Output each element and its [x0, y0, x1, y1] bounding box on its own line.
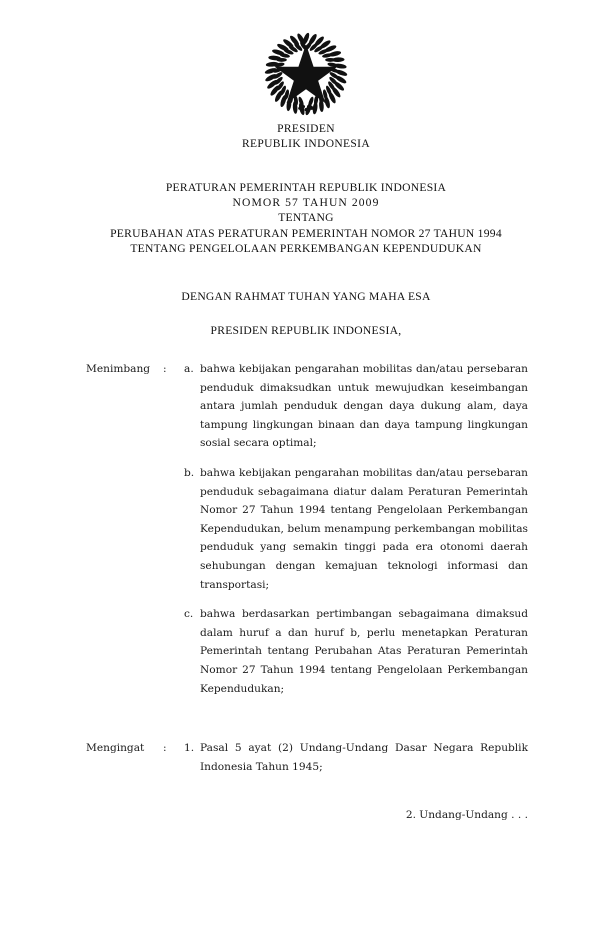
preamble-blessing: DENGAN RAHMAT TUHAN YANG MAHA ESA — [181, 290, 431, 303]
item-text-a: bahwa kebijakan pengarahan mobilitas dan/atau persebaran penduduk dimaksudkan untuk mewujudkan keseimbangan antara jumlah penduduk dengan daya dukung alam, daya tampung lingkungan binaan dan daya tampung lingkungan sosial secara optimal; — [200, 363, 528, 450]
title-line-5: TENTANG PENGELOLAAN PERKEMBANGAN KEPENDUDUKAN — [130, 241, 482, 255]
list-item — [184, 739, 528, 776]
preamble-authority: PRESIDEN REPUBLIK INDONESIA, — [210, 324, 402, 337]
item-text-1: Pasal 5 ayat (2) Undang-Undang Dasar Negara Republik Indonesia Tahun 1945; — [200, 742, 528, 773]
item-text-b: bahwa kebijakan pengarahan mobilitas dan/atau persebaran penduduk sebagaimana diatur dalam Peraturan Pemerintah Nomor 27 Tahun 1994 tentang Pengelolaan Perkembangan Kependudukan, belum menampung perkembangan mobilitas penduduk yang semakin tinggi pada era otonomi daerah sehubungan dengan kemajuan teknologi informasi dan transportasi; — [200, 466, 528, 591]
title-line-1: PERATURAN PEMERINTAH REPUBLIK INDONESIA — [165, 181, 447, 194]
clause-colon: : — [163, 742, 167, 754]
clause-row — [86, 739, 528, 776]
item-text-c: bahwa berdasarkan pertimbangan sebagaimana dimaksud dalam huruf a dan huruf b, perlu menetapkan Peraturan Pemerintah tentang Perubahan Atas Peraturan Pemerintah Nomor 27 Tahun 1994 tentang Pengelolaan Perkembangan Kependudukan; — [200, 608, 528, 695]
title-line-nomor: NOMOR 57 TAHUN 2009 — [232, 196, 380, 210]
header-lines — [0, 122, 612, 151]
title-line-4: PERUBAHAN ATAS PERATURAN PEMERINTAH NOMOR 27 TAHUN 1994 — [110, 226, 502, 240]
clause-label-mengingat: Mengingat — [86, 742, 145, 754]
indonesia-presidential-seal-star-wreath-icon — [260, 30, 352, 118]
clause-items-menimbang — [184, 360, 528, 698]
clause-label-menimbang: Menimbang — [86, 363, 151, 375]
list-item — [184, 360, 528, 453]
continuation-note: 2. Undang-Undang . . . — [405, 809, 528, 821]
title-line-tentang: TENTANG — [278, 211, 334, 225]
header-presiden: PRESIDEN — [277, 123, 335, 135]
list-item — [184, 464, 528, 594]
clause-mengingat — [86, 739, 528, 776]
list-item — [184, 605, 528, 698]
title-block — [0, 180, 612, 256]
clause-items-mengingat — [184, 739, 528, 776]
item-marker-b: b. — [184, 466, 195, 479]
header-republik-indonesia: REPUBLIK INDONESIA — [241, 137, 370, 150]
clause-menimbang — [86, 360, 528, 698]
clause-colon: : — [163, 363, 167, 375]
item-marker-c: c. — [184, 608, 194, 621]
item-marker-1: 1. — [184, 742, 195, 754]
item-marker-a: a. — [184, 363, 194, 375]
clause-row — [86, 360, 528, 698]
emblem-block — [0, 30, 612, 122]
